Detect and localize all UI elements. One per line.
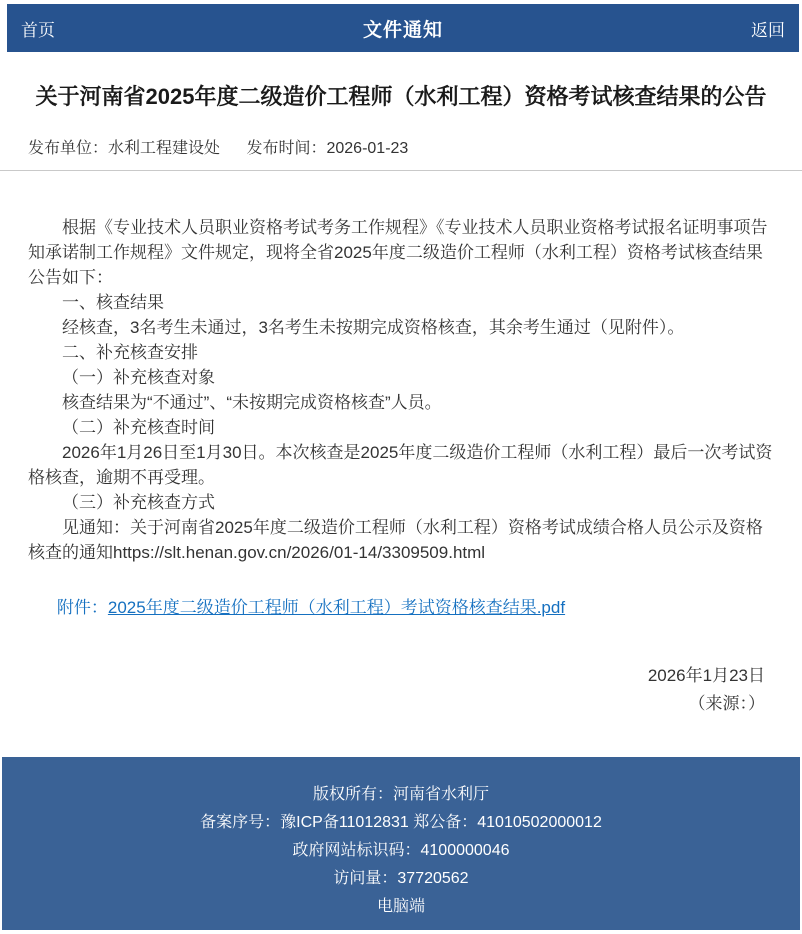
footer-line: 版权所有：河南省水利厅 xyxy=(312,786,489,803)
home-link[interactable]: 首页 xyxy=(21,20,55,40)
publish-time: 发布时间：2026-01-23 xyxy=(246,140,409,157)
body-paragraph: 核查结果为“不通过”、“未按期完成资格核查”人员。 xyxy=(62,393,442,412)
meta-divider xyxy=(0,170,802,171)
page-title: 文件通知 xyxy=(362,19,444,41)
footer-line: 电脑端 xyxy=(376,898,425,915)
top-nav-bar xyxy=(7,4,799,52)
footer-line: 政府网站标识码：4100000046 xyxy=(292,842,510,859)
article-meta xyxy=(28,135,774,158)
back-link[interactable]: 返回 xyxy=(751,20,785,40)
body-paragraph: 见通知：关于河南省2025年度二级造价工程师（水利工程）资格考试成绩合格人员公示及资格核查的通知https://slt.henan.gov.cn/2026/01-14/3309509.html xyxy=(28,518,763,562)
article-title: 关于河南省2025年度二级造价工程师（水利工程）资格考试核查结果的公告 xyxy=(35,84,767,109)
body-paragraph: 二、补充核查安排 xyxy=(62,343,198,362)
publisher-info: 发布单位：水利工程建设处 xyxy=(28,140,221,157)
body-paragraph: 一、核查结果 xyxy=(62,293,164,312)
body-paragraph: 根据《专业技术人员职业资格考试考务工作规程》《专业技术人员职业资格考试报名证明事项告知承诺制工作规程》文件规定，现将全省2025年度二级造价工程师（水利工程）资格考试核查结果公告如下： xyxy=(28,218,768,287)
sign-date: 2026年1月23日 xyxy=(647,666,765,685)
body-paragraph: （二）补充核查时间 xyxy=(62,418,215,437)
source-label: （来源：） xyxy=(688,694,765,713)
body-paragraph: （三）补充核查方式 xyxy=(62,493,215,512)
body-paragraph: 经核查，3名考生未通过，3名考生未按期完成资格核查，其余考生通过（见附件）。 xyxy=(62,318,685,337)
sign-block xyxy=(0,662,765,718)
footer-line: 备案序号：豫ICP备11012831 郑公备：41010502000012 xyxy=(200,814,602,831)
body-paragraph: （一）补充核查对象 xyxy=(62,368,215,387)
article-body xyxy=(0,179,802,565)
attachment-pdf-link[interactable]: 2025年度二级造价工程师（水利工程）考试资格核查结果.pdf xyxy=(107,598,566,617)
footer xyxy=(2,757,800,930)
attachment-row xyxy=(28,593,774,618)
footer-line: 访问量：37720562 xyxy=(333,870,469,887)
attachment-label: 附件： xyxy=(56,598,108,617)
body-paragraph: 2026年1月26日至1月30日。本次核查是2025年度二级造价工程师（水利工程）最后一次考试资格核查，逾期不再受理。 xyxy=(28,443,773,487)
